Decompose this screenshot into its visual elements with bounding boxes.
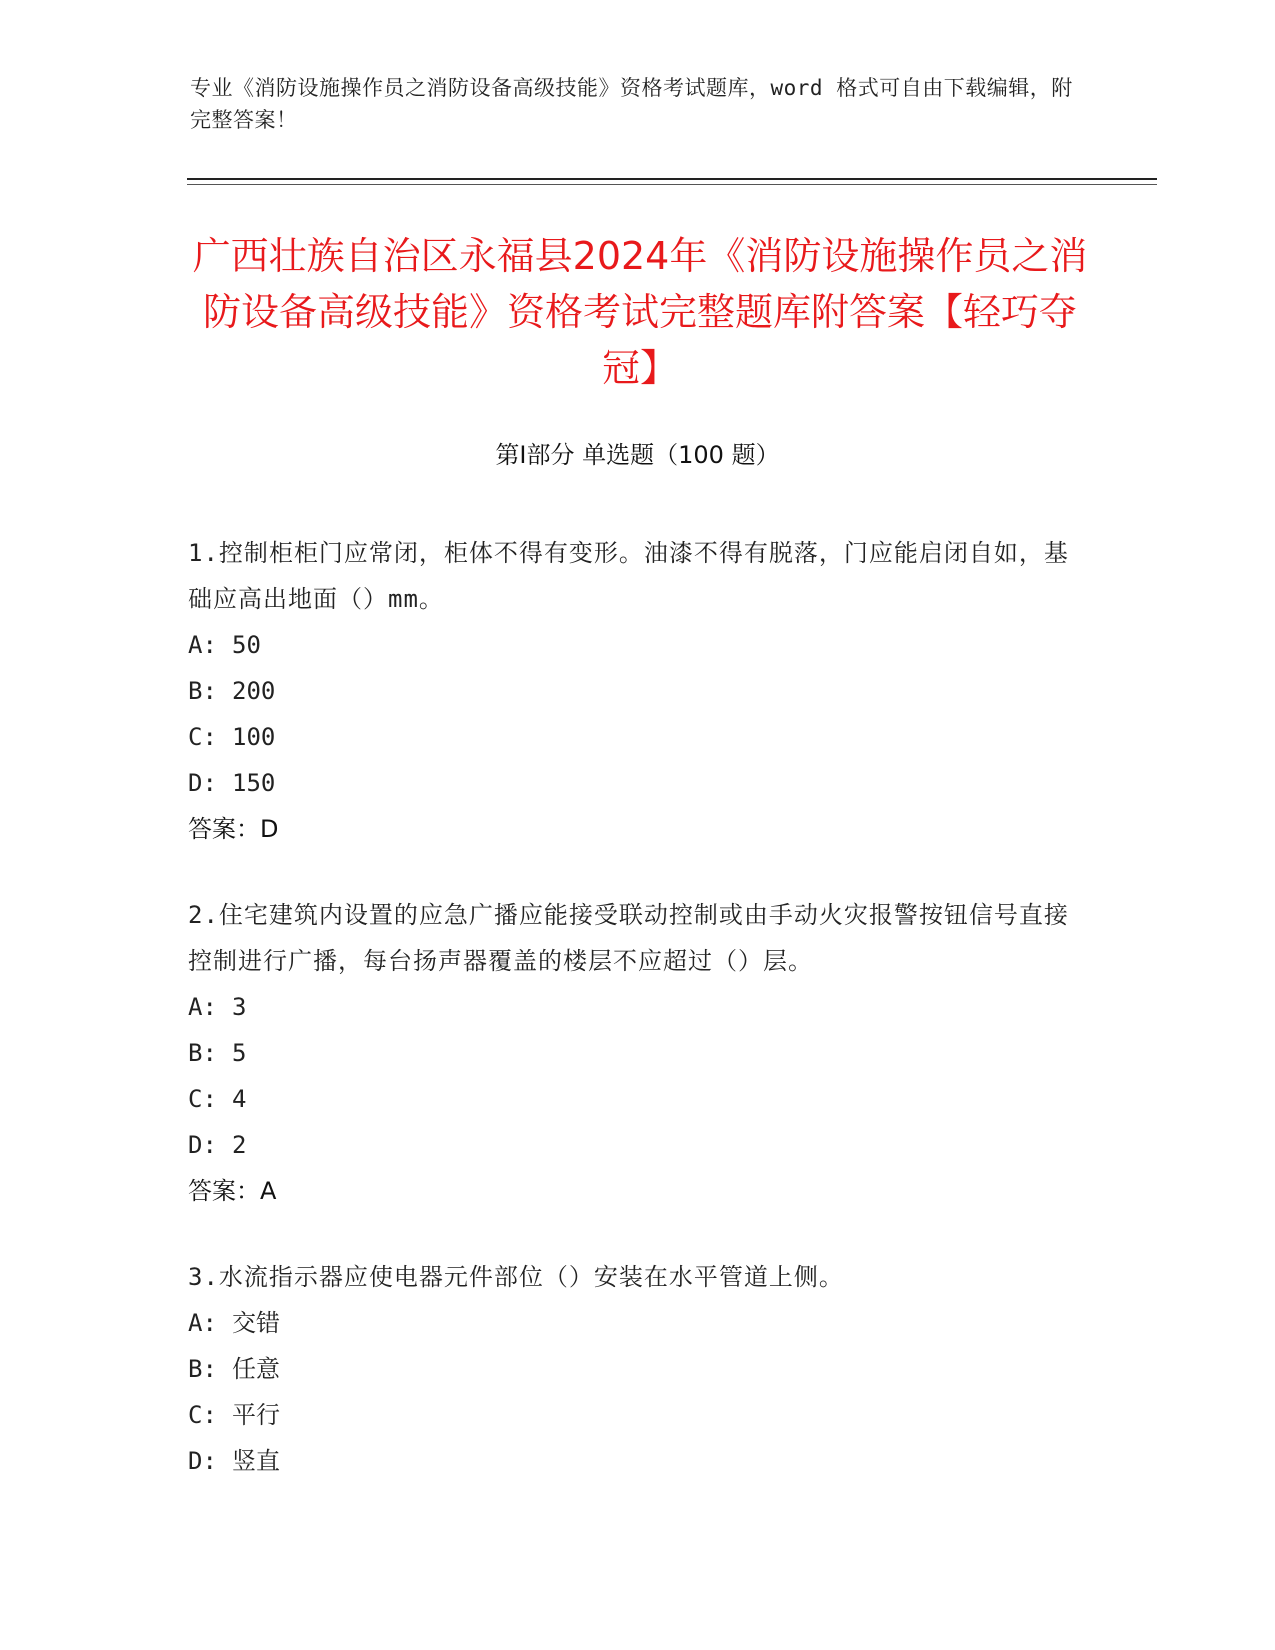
- option-text: 交错: [232, 1309, 280, 1337]
- question-stem: 1.控制柜柜门应常闭，柜体不得有变形。油漆不得有脱落，门应能启闭自如，基础应高出地面（）mm。: [188, 539, 1069, 613]
- header-divider-thick: [187, 178, 1157, 180]
- question-list: [188, 530, 1088, 1524]
- option-letter: B:: [188, 1355, 217, 1383]
- question-item: [188, 530, 1088, 852]
- option-c: [188, 714, 1088, 760]
- header-note: 专业《消防设施操作员之消防设备高级技能》资格考试题库，word 格式可自由下载编辑，附完整答案！: [190, 76, 1073, 132]
- option-b: [188, 1346, 1088, 1392]
- option-text: 4: [232, 1085, 247, 1113]
- option-d: [188, 760, 1088, 806]
- option-text: 100: [232, 723, 276, 751]
- option-text: 200: [232, 677, 276, 705]
- option-text: 3: [232, 993, 247, 1021]
- answer-line: 答案：A: [188, 1177, 277, 1205]
- option-letter: D:: [188, 769, 217, 797]
- option-text: 2: [232, 1131, 247, 1159]
- option-text: 5: [232, 1039, 247, 1067]
- option-a: [188, 1300, 1088, 1346]
- option-letter: A:: [188, 631, 217, 659]
- option-letter: D:: [188, 1447, 217, 1475]
- answer-line: 答案：D: [188, 815, 279, 843]
- option-text: 平行: [232, 1401, 280, 1429]
- option-c: [188, 1076, 1088, 1122]
- option-letter: B:: [188, 1039, 217, 1067]
- section-heading: 第Ⅰ部分 单选题（100 题）: [495, 441, 780, 469]
- option-letter: D:: [188, 1131, 217, 1159]
- option-d: [188, 1438, 1088, 1484]
- option-letter: C:: [188, 723, 217, 751]
- option-a: [188, 622, 1088, 668]
- option-letter: A:: [188, 993, 217, 1021]
- document-title: 广西壮族自治区永福县2024年《消防设施操作员之消防设备高级技能》资格考试完整题库附答案【轻巧夺冠】: [192, 234, 1088, 390]
- option-letter: C:: [188, 1401, 217, 1429]
- option-letter: C:: [188, 1085, 217, 1113]
- option-a: [188, 984, 1088, 1030]
- option-c: [188, 1392, 1088, 1438]
- question-item: [188, 892, 1088, 1214]
- option-d: [188, 1122, 1088, 1168]
- option-text: 任意: [232, 1355, 280, 1383]
- option-text: 50: [232, 631, 261, 659]
- option-text: 150: [232, 769, 276, 797]
- question-item: [188, 1254, 1088, 1484]
- option-letter: A:: [188, 1309, 217, 1337]
- option-letter: B:: [188, 677, 217, 705]
- question-stem: 3.水流指示器应使电器元件部位（）安装在水平管道上侧。: [188, 1263, 844, 1291]
- header-divider-thin: [187, 184, 1157, 185]
- question-stem: 2.住宅建筑内设置的应急广播应能接受联动控制或由手动火灾报警按钮信号直接控制进行广播，每台扬声器覆盖的楼层不应超过（）层。: [188, 901, 1069, 975]
- option-b: [188, 668, 1088, 714]
- option-b: [188, 1030, 1088, 1076]
- option-text: 竖直: [232, 1447, 280, 1475]
